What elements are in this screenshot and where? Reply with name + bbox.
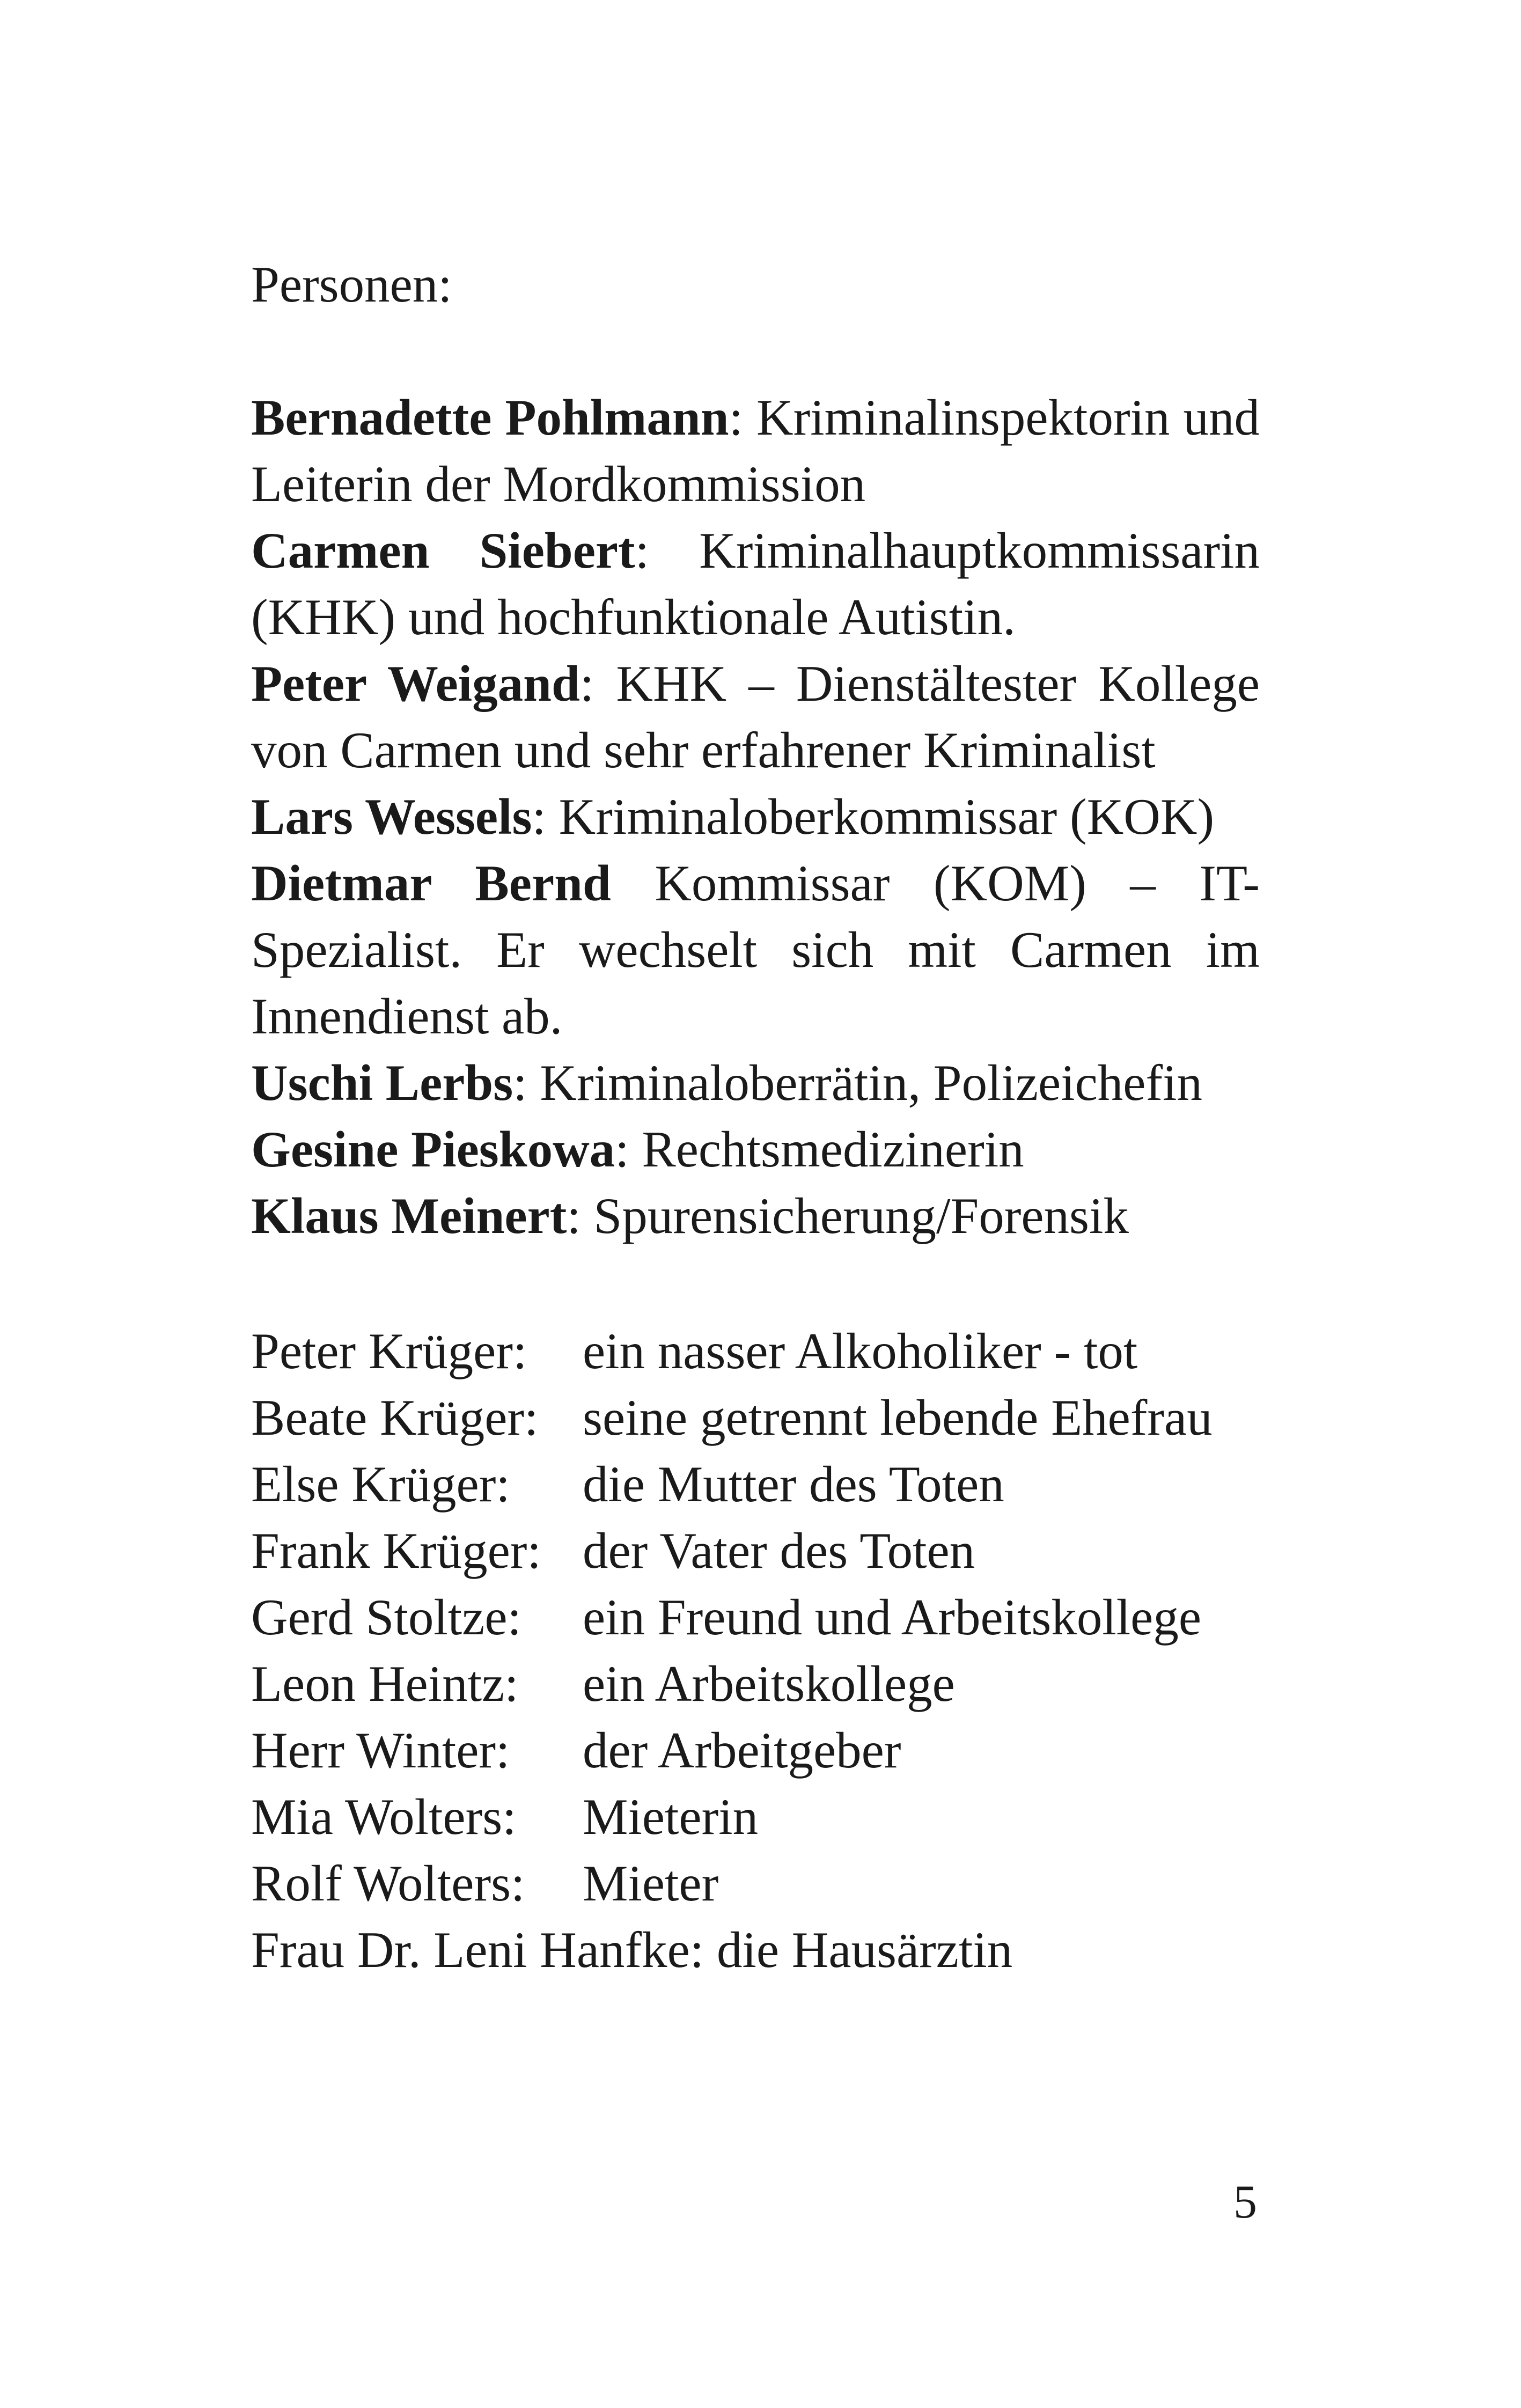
secondary-person-role: die Mutter des Toten: [583, 1456, 1004, 1513]
secondary-person-name: Frau Dr. Leni Hanfke:: [251, 1921, 704, 1978]
person-separator: :: [635, 522, 650, 579]
secondary-person-row: [251, 1451, 1260, 1517]
person-entry: [251, 384, 1260, 517]
secondary-person-role: die Hausärztin: [716, 1921, 1013, 1978]
person-separator: :: [513, 1054, 527, 1111]
secondary-person-row: [251, 1717, 1260, 1783]
secondary-person-role: der Arbeitgeber: [583, 1722, 901, 1779]
page-number: 5: [1233, 2176, 1257, 2228]
person-name: Peter Weigand: [251, 655, 580, 712]
person-description: KHK – Dienstältester Kollege von Carmen und sehr erfahrener Kriminalist: [251, 655, 1260, 779]
person-name: Uschi Lerbs: [251, 1054, 513, 1111]
person-name: Bernadette Pohlmann: [251, 389, 729, 446]
person-description: Spurensicherung/Forensik: [593, 1187, 1129, 1244]
section-heading: Personen:: [251, 256, 452, 313]
person-description: Kommissar (KOM) – IT-Spezialist. Er wechselt sich mit Carmen im Innendienst ab.: [251, 855, 1260, 1045]
secondary-person-row: [251, 1650, 1260, 1717]
secondary-person-name: Beate Krüger:: [251, 1389, 539, 1446]
person-separator: :: [729, 389, 743, 446]
secondary-person-role: Mieter: [583, 1855, 719, 1912]
secondary-person-row: [251, 1584, 1260, 1650]
person-separator: :: [615, 1121, 629, 1178]
person-entry: [251, 517, 1260, 650]
person-entry: [251, 1116, 1260, 1183]
main-persons-list: [251, 384, 1260, 1249]
person-name: Gesine Pieskowa: [251, 1121, 615, 1178]
secondary-person-role: ein Arbeitskollege: [583, 1655, 955, 1712]
person-name: Carmen Siebert: [251, 522, 635, 579]
person-name: Dietmar Bernd: [251, 855, 611, 912]
secondary-person-name: Rolf Wolters:: [251, 1855, 525, 1912]
secondary-person-role: ein Freund und Arbeitskollege: [583, 1589, 1201, 1646]
secondary-person-role: ein nasser Alkoholiker - tot: [583, 1323, 1138, 1379]
secondary-person-row: [251, 1384, 1260, 1451]
secondary-person-row: [251, 1850, 1260, 1917]
secondary-person-role: seine getrennt lebende Ehefrau: [583, 1389, 1213, 1446]
person-name: Klaus Meinert: [251, 1187, 567, 1244]
person-description: Kriminaloberrätin, Polizeichefin: [540, 1054, 1202, 1111]
secondary-persons-list: [251, 1318, 1260, 1983]
secondary-person-role: der Vater des Toten: [583, 1522, 975, 1579]
person-separator: :: [567, 1187, 581, 1244]
secondary-person-row: [251, 1318, 1260, 1384]
secondary-person-name: Peter Krüger:: [251, 1323, 527, 1379]
person-entry: [251, 783, 1260, 850]
secondary-person-name: Herr Winter:: [251, 1722, 510, 1779]
person-description: Rechtsmedizinerin: [642, 1121, 1024, 1178]
person-entry: [251, 850, 1260, 1049]
person-name: Lars Wessels: [251, 788, 532, 845]
person-separator: :: [579, 655, 594, 712]
secondary-person-name: Leon Heintz:: [251, 1655, 519, 1712]
secondary-person-role: Mieterin: [583, 1788, 759, 1845]
secondary-person-row: [251, 1783, 1260, 1850]
secondary-person-name: Frank Krüger:: [251, 1522, 541, 1579]
secondary-person-name: Gerd Stoltze:: [251, 1589, 521, 1646]
person-separator: :: [532, 788, 546, 845]
secondary-person-row: [251, 1917, 1260, 1983]
person-entry: [251, 650, 1260, 783]
person-entry: [251, 1183, 1260, 1249]
secondary-person-name: Mia Wolters:: [251, 1788, 517, 1845]
person-description: Kriminalhauptkommissarin (KHK) und hochfunktionale Autistin.: [251, 522, 1260, 645]
person-entry: [251, 1049, 1260, 1116]
secondary-person-row: [251, 1517, 1260, 1584]
secondary-person-name: Else Krüger:: [251, 1456, 510, 1513]
person-description: Kriminaloberkommissar (KOK): [559, 788, 1215, 845]
person-description: Kriminalinspektorin und Leiterin der Mordkommission: [251, 389, 1260, 512]
